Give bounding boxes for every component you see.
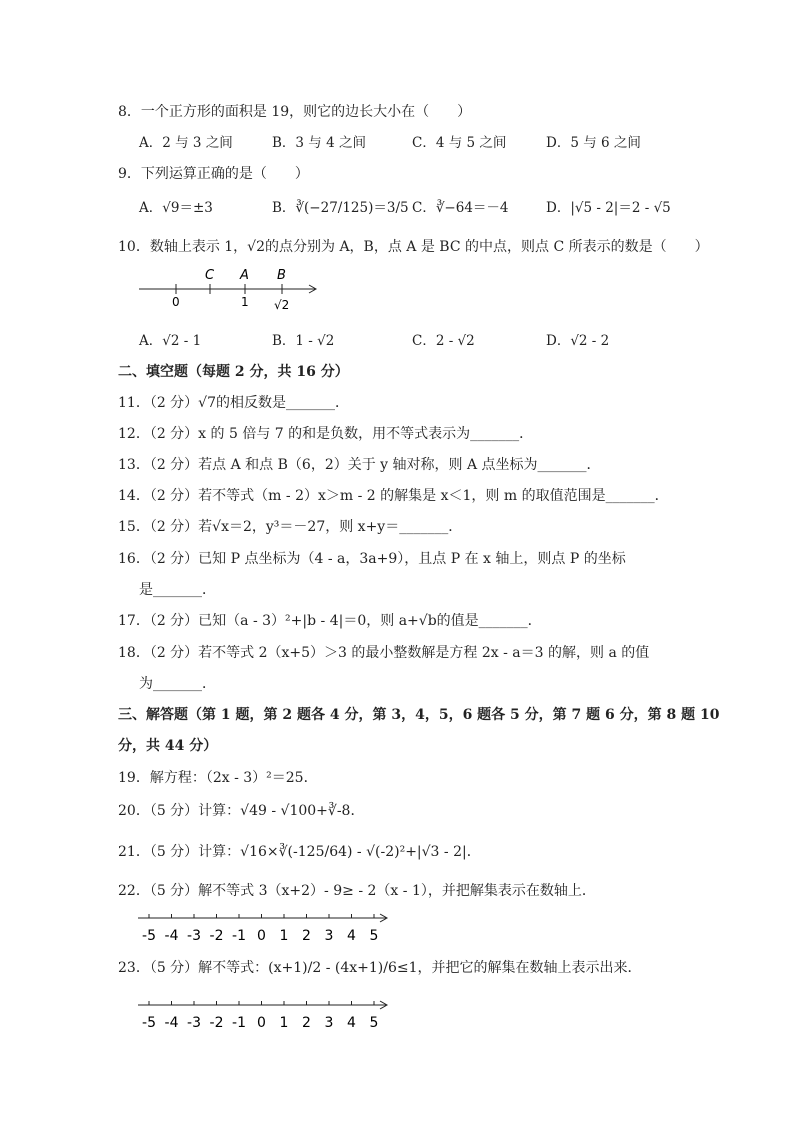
q10-choice-d: D．√2 - 2 bbox=[546, 333, 610, 349]
question-23: 23．（5 分）解不等式：(x+1)/2 - (4x+1)/6≤1，并把它的解集在数轴上表示出来． bbox=[118, 960, 642, 976]
q9-choice-d: D．|√5 - 2|＝2 - √5 bbox=[546, 200, 671, 216]
q9-choice-c: C．∛−64＝－4 bbox=[412, 200, 509, 216]
tick-label: 0 bbox=[257, 928, 266, 944]
label-zero: 0 bbox=[172, 295, 180, 309]
section-3-heading-line2: 分，共 44 分） bbox=[118, 738, 218, 754]
tick-label: 3 bbox=[324, 1015, 334, 1031]
question-12: 12．（2 分）x 的 5 倍与 7 的和是负数，用不等式表示为_______． bbox=[118, 426, 534, 442]
q9-choice-a: A．√9＝±3 bbox=[139, 200, 213, 216]
q10-number-line bbox=[135, 264, 325, 314]
tick-label: -5 bbox=[142, 928, 156, 944]
tick-label: -4 bbox=[164, 1015, 179, 1031]
q8-choice-b: B．3 与 4 之间 bbox=[272, 135, 366, 151]
tick-label: 1 bbox=[279, 1015, 289, 1031]
tick-label: -2 bbox=[209, 928, 224, 944]
question-10: 10．数轴上表示 1，√2的点分别为 A，B，点 A 是 BC 的中点，则点 C 所表示的数是（ ） bbox=[118, 239, 709, 255]
question-16-line2: 是_______． bbox=[139, 582, 216, 598]
tick-label: -2 bbox=[209, 1015, 224, 1031]
q8-choice-a: A．2 与 3 之间 bbox=[139, 135, 233, 151]
q23-number-line bbox=[136, 997, 396, 1031]
question-13: 13．（2 分）若点 A 和点 B（6，2）关于 y 轴对称，则 A 点坐标为_______． bbox=[118, 457, 601, 473]
tick-label: 1 bbox=[279, 928, 289, 944]
q10-choice-c: C．2 - √2 bbox=[412, 333, 475, 349]
section-3-heading-line1: 三、解答题（第 1 题，第 2 题各 4 分，第 3，4，5，6 题各 5 分，第 7 题 6 分，第 8 题 10 bbox=[118, 707, 720, 723]
section-2-heading: 二、填空题（每题 2 分，共 16 分） bbox=[118, 364, 349, 380]
label-one: 1 bbox=[241, 295, 249, 309]
question-18-line1: 18．（2 分）若不等式 2（x+5）＞3 的最小整数解是方程 2x - a＝3 的解，则 a 的值 bbox=[118, 645, 650, 661]
question-8: 8．一个正方形的面积是 19，则它的边长大小在（ ） bbox=[118, 104, 472, 120]
question-14: 14．（2 分）若不等式（m - 2）x＞m - 2 的解集是 x＜1，则 m 的取值范围是_______． bbox=[118, 488, 669, 504]
question-16-line1: 16．（2 分）已知 P 点坐标为（4 - a，3a+9），且点 P 在 x 轴上，则点 P 的坐标 bbox=[118, 551, 626, 567]
tick-label: 5 bbox=[369, 928, 379, 944]
tick-label: 3 bbox=[324, 928, 334, 944]
tick-label: 4 bbox=[347, 1015, 356, 1031]
tick-label: 0 bbox=[257, 1015, 266, 1031]
question-20: 20．（5 分）计算：√49 - √100+∛-8． bbox=[118, 803, 365, 819]
q22-number-line bbox=[136, 910, 396, 944]
question-22: 22．（5 分）解不等式 3（x+2）- 9≥ - 2（x - 1），并把解集表示在数轴上． bbox=[118, 883, 596, 899]
label-sqrt2: √2 bbox=[274, 298, 290, 312]
question-19: 19．解方程：（2x - 3）²＝25． bbox=[118, 770, 318, 786]
tick-label: -1 bbox=[232, 1015, 246, 1031]
question-21: 21．（5 分）计算：√16×∛(-125/64) - √(-2)²+|√3 - 2|． bbox=[118, 844, 481, 860]
tick-label: 4 bbox=[347, 928, 356, 944]
tick-label: 2 bbox=[302, 1015, 311, 1031]
tick-label: -3 bbox=[187, 928, 201, 944]
q10-choice-a: A．√2 - 1 bbox=[139, 333, 202, 349]
q10-choice-b: B．1 - √2 bbox=[272, 333, 335, 349]
question-17: 17．（2 分）已知（a - 3）²+|b - 4|＝0，则 a+√b的值是_______． bbox=[118, 613, 542, 629]
tick-label: 2 bbox=[302, 928, 311, 944]
tick-label: -1 bbox=[232, 928, 246, 944]
tick-label: 5 bbox=[369, 1015, 379, 1031]
tick-label: -3 bbox=[187, 1015, 201, 1031]
tick-label: -5 bbox=[142, 1015, 156, 1031]
question-18-line2: 为_______． bbox=[139, 676, 216, 692]
question-11: 11．（2 分）√7的相反数是_______． bbox=[118, 395, 349, 411]
q8-choice-c: C．4 与 5 之间 bbox=[412, 135, 507, 151]
tick-label: -4 bbox=[164, 928, 179, 944]
label-c: C bbox=[205, 268, 215, 283]
q9-choice-b: B．∛(−27/125)＝3/5 bbox=[272, 200, 409, 216]
label-a: A bbox=[240, 268, 249, 283]
label-b: B bbox=[277, 268, 286, 283]
q8-choice-d: D．5 与 6 之间 bbox=[546, 135, 641, 151]
question-9: 9．下列运算正确的是（ ） bbox=[118, 166, 309, 182]
question-15: 15．（2 分）若√x＝2，y³＝－27，则 x+y＝_______． bbox=[118, 519, 463, 535]
